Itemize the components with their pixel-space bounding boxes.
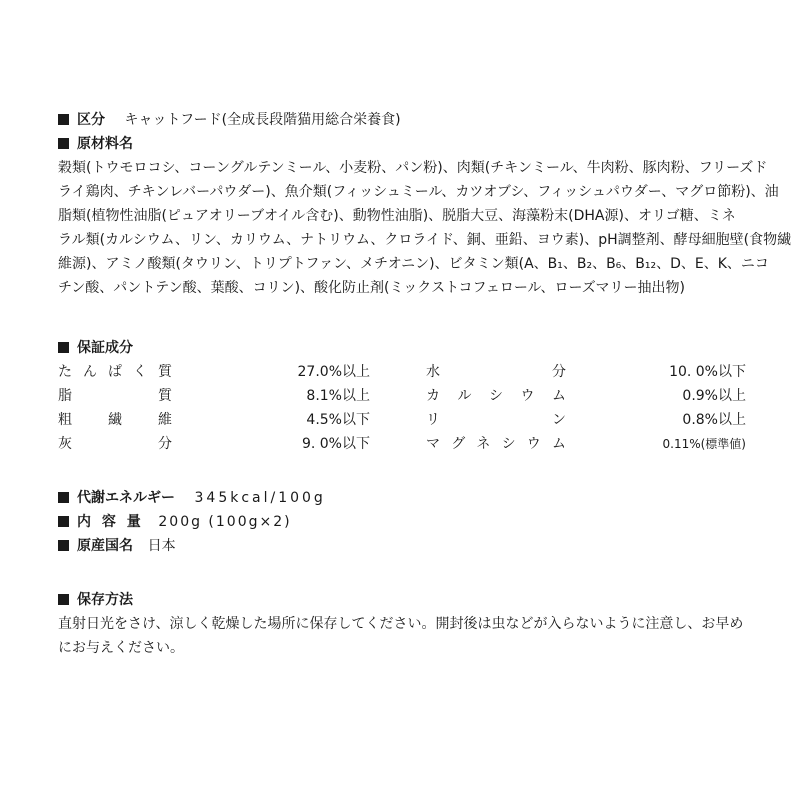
storage-label: 保存方法 [77, 592, 133, 608]
nutrient-name-char: ム [551, 436, 566, 452]
ingredients-text [58, 156, 792, 300]
ingredients-line: ラル類(カルシウム、リン、カリウム、ナトリウム、クロライド、銅、亜鉛、ヨウ素)、pH調整剤、酵母細胞壁(食物繊 [58, 232, 792, 248]
nutrient-name-char: マ [426, 436, 440, 452]
category-value: キャットフード(全成長段階猫用総合栄養食) [124, 112, 401, 128]
ingredients-label: 原材料名 [77, 136, 133, 152]
nutrient-value: 10. 0%以下 [669, 364, 746, 380]
square-bullet-icon [58, 540, 69, 551]
content-value: 200g (100g×2) [158, 514, 292, 530]
ingredients-heading [58, 132, 748, 156]
nutrient-name-char: 質 [158, 364, 172, 380]
nutrient-name-char: 質 [158, 388, 172, 404]
nutrient-name [58, 432, 172, 456]
nutrient-name-char: 分 [158, 436, 172, 452]
nutrient-name-char: リ [426, 412, 440, 428]
nutrient-name-char: ル [457, 388, 472, 404]
nutrient-value: 0.8%以上 [682, 412, 746, 428]
nutrient-name [426, 408, 566, 432]
nutrient-name-char: 脂 [58, 388, 72, 404]
analysis-row [58, 384, 746, 408]
nutrient-name-char: 繊 [108, 412, 122, 428]
nutrient-value: 0.11%(標準値) [662, 437, 746, 451]
category-row [58, 108, 748, 132]
nutrient-name [58, 408, 172, 432]
nutrient-name-char: た [58, 364, 72, 380]
nutrient-name-char: ム [552, 388, 566, 404]
nutrient-name [426, 384, 566, 408]
analysis-heading [58, 336, 748, 360]
nutrient-name-char: 維 [158, 412, 172, 428]
nutrient-name-char: ウ [520, 388, 535, 404]
nutrient-name-char: グ [451, 436, 466, 452]
energy-row [58, 486, 748, 510]
nutrient-value: 9. 0%以下 [301, 436, 370, 452]
analysis-row [58, 360, 746, 384]
nutrient-name-char: 粗 [58, 412, 72, 428]
nutrient-name [426, 432, 566, 456]
nutrient-name-char: カ [426, 388, 440, 404]
nutrient-name-char: シ [501, 436, 516, 452]
nutrient-name-char: シ [489, 388, 503, 404]
nutrient-name-char: 水 [426, 364, 440, 380]
ingredients-line: チン酸、パントテン酸、葉酸、コリン)、酸化防止剤(ミックストコフェロール、ローズマリー抽出物) [58, 280, 685, 296]
square-bullet-icon [58, 342, 69, 353]
nutrient-value: 27.0%以上 [297, 364, 370, 380]
nutrient-name-char: く [133, 364, 147, 380]
square-bullet-icon [58, 492, 69, 503]
product-label-document [58, 108, 792, 660]
origin-label: 原産国名 [77, 538, 133, 554]
nutrient-name [58, 384, 172, 408]
square-bullet-icon [58, 138, 69, 149]
category-label: 区分 [77, 112, 105, 128]
square-bullet-icon [58, 516, 69, 527]
storage-text [58, 612, 748, 660]
nutrient-name-char: ぱ [108, 364, 122, 380]
analysis-label: 保証成分 [77, 340, 133, 356]
ingredients-line: 脂類(植物性油脂(ピュアオリーブオイル含む)、動物性油脂)、脱脂大豆、海藻粉末(DHA源)、オリゴ糖、ミネ [58, 208, 736, 224]
nutrient-name-char: ん [83, 364, 97, 380]
nutrient-value: 4.5%以下 [306, 412, 370, 428]
nutrient-name-char: 灰 [58, 436, 72, 452]
content-row [58, 510, 748, 534]
analysis-row [58, 408, 746, 432]
energy-label: 代謝エネルギー [77, 490, 175, 506]
nutrient-name [58, 360, 172, 384]
nutrient-value: 0.9%以上 [682, 388, 746, 404]
storage-line: 直射日光をさけ、涼しく乾燥した場所に保存してください。開封後は虫などが入らないように注意し、お早め [58, 616, 744, 632]
storage-heading [58, 588, 748, 612]
content-label: 内 容 量 [77, 514, 144, 530]
ingredients-line: 穀類(トウモロコシ、コーングルテンミール、小麦粉、パン粉)、肉類(チキンミール、牛肉粉、豚肉粉、フリーズド [58, 160, 768, 176]
ingredients-line: 維源)、アミノ酸類(タウリン、トリプトファン、メチオニン)、ビタミン類(A、B₁、B₂、B₆、B₁₂、D、E、K、ニコ [58, 256, 769, 272]
nutrient-value: 8.1%以上 [306, 388, 370, 404]
origin-value: 日本 [147, 538, 176, 554]
nutrient-name-char: 分 [552, 364, 566, 380]
origin-row [58, 534, 748, 558]
nutrient-name-char: ン [552, 412, 566, 428]
square-bullet-icon [58, 114, 69, 125]
nutrient-name [426, 360, 566, 384]
nutrient-name-char: ネ [476, 436, 491, 452]
analysis-row [58, 432, 746, 456]
nutrient-name-char: ウ [526, 436, 541, 452]
storage-line: にお与えください。 [58, 640, 184, 656]
square-bullet-icon [58, 594, 69, 605]
ingredients-line: ライ鶏肉、チキンレバーパウダー)、魚介類(フィッシュミール、カツオブシ、フィッシュパウダー、マグロ節粉)、油 [58, 184, 779, 200]
guaranteed-analysis-table [58, 360, 746, 456]
energy-value: 345kcal/100g [194, 490, 326, 506]
